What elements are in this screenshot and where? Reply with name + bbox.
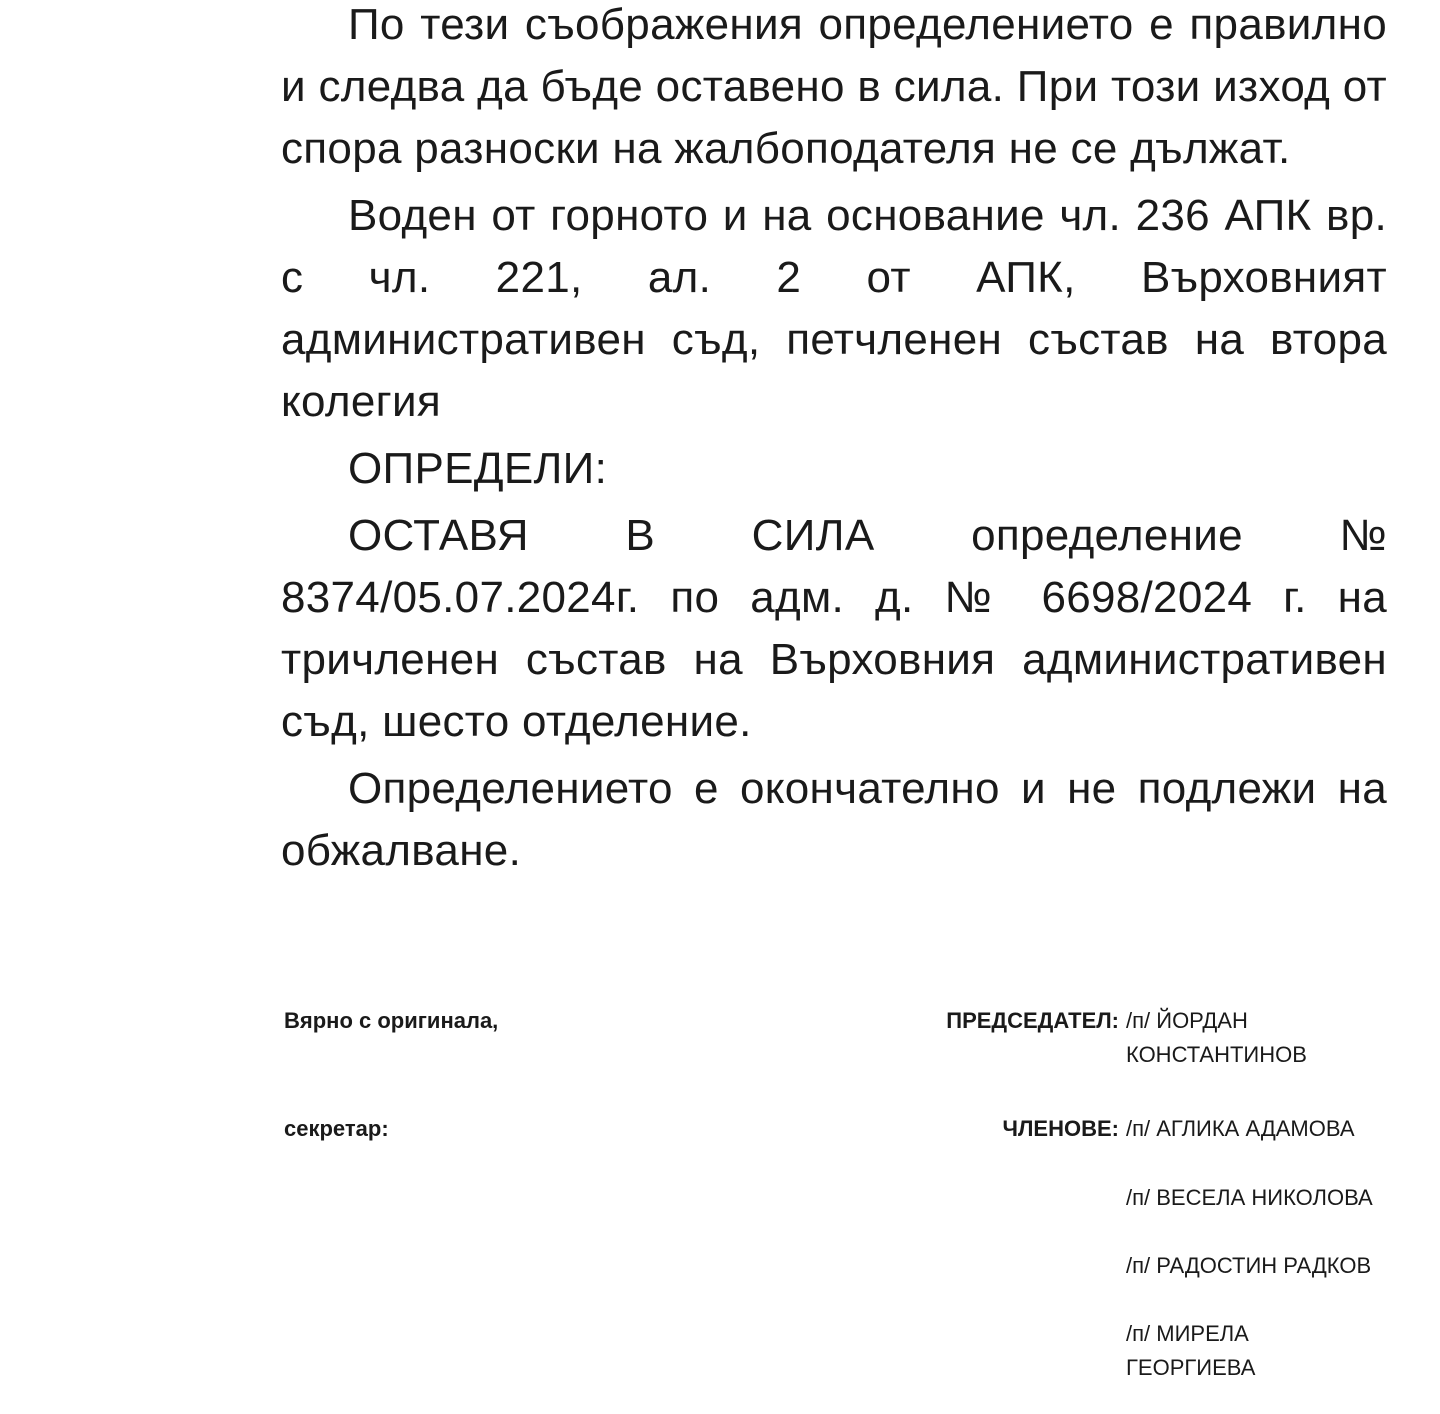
paragraph-reasons: По тези съображения определението е правилно и следва да бъде оставено в сила. При този изход от спора разноски на жалбоподателя не се дължат.: [281, 0, 1387, 173]
paragraph-finality: Определението е окончателно и не подлежи на обжалване.: [281, 764, 1387, 875]
chairman-name-line1: /п/ ЙОРДАН: [1126, 1008, 1248, 1033]
paragraph-ruling: ОСТАВЯ В СИЛА определение № 8374/05.07.2024г. по адм. д. № 6698/2024 г. на тричленен състав на Върховния административен съд, шесто отделение.: [281, 511, 1387, 746]
secretary-label: секретар:: [284, 1116, 389, 1141]
member-name-line2: ГЕОРГИЕВА: [1126, 1355, 1256, 1380]
member-name: /п/ РАДОСТИН РАДКОВ: [1126, 1253, 1372, 1278]
members-label: ЧЛЕНОВЕ:: [1002, 1116, 1119, 1141]
true-copy-label: Вярно с оригинала,: [284, 1008, 499, 1033]
member-name-line1: /п/ МИРЕЛА: [1126, 1321, 1249, 1346]
paragraph-legal-basis: Воден от горното и на основание чл. 236 АПК вр. с чл. 221, ал. 2 от АПК, Върховният административен съд, петчленен състав на втора колегия: [281, 191, 1387, 426]
chairman-label: ПРЕДСЕДАТЕЛ:: [946, 1008, 1119, 1033]
member-name: /п/ АГЛИКА АДАМОВА: [1126, 1116, 1355, 1141]
paragraph-ruling-heading: ОПРЕДЕЛИ:: [348, 444, 608, 493]
chairman-name-line2: КОНСТАНТИНОВ: [1126, 1042, 1307, 1067]
member-name: /п/ ВЕСЕЛА НИКОЛОВА: [1126, 1185, 1373, 1210]
